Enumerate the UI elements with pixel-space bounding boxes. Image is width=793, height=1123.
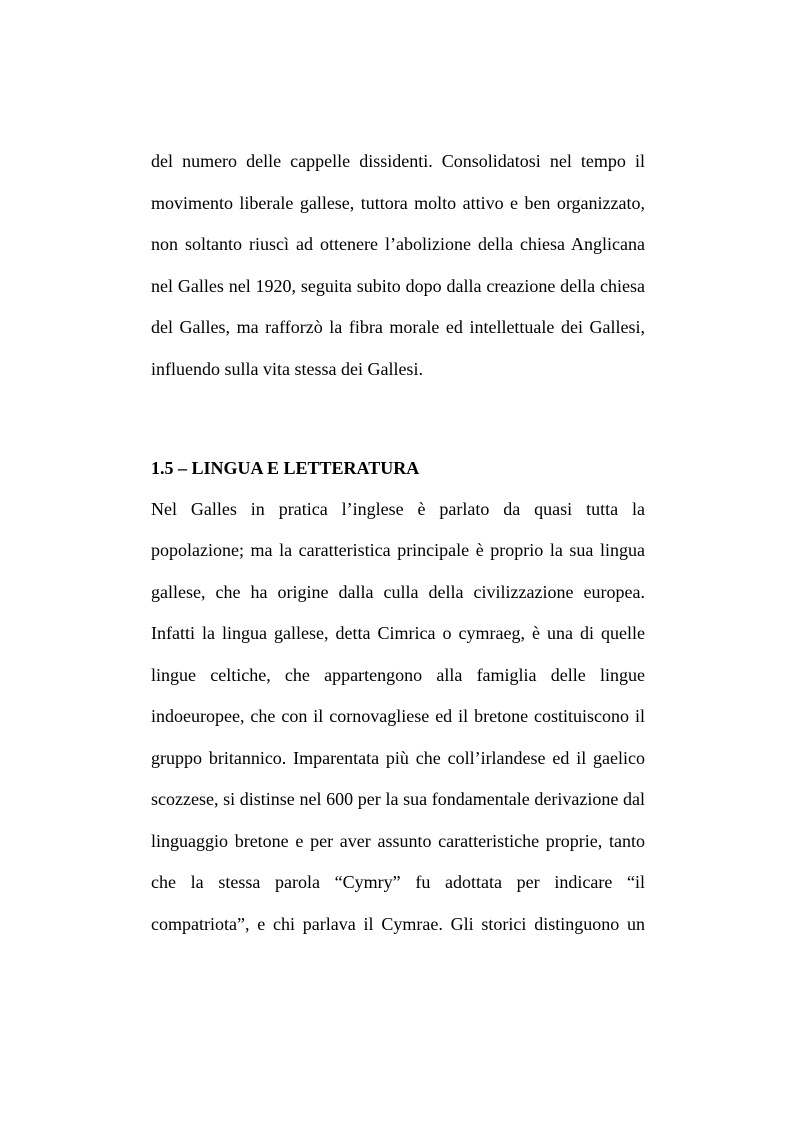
paragraph-2-line-10: che la stessa parola “Cymry” fu adottata per indicare “il (151, 872, 645, 892)
paragraph-2-line-7: gruppo britannico. Imparentata più che coll’irlandese ed il gaelico (151, 748, 645, 768)
paragraph-2-line-6: indoeuropee, che con il cornovagliese ed il bretone costituiscono il (151, 706, 645, 726)
paragraph-2-line-11: compatriota”, e chi parlava il Cymrae. Gli storici distinguono un (151, 914, 645, 934)
paragraph-1-line-3: non soltanto riuscì ad ottenere l’abolizione della chiesa Anglicana (151, 234, 645, 254)
paragraph-2-line-5: lingue celtiche, che appartengono alla famiglia delle lingue (151, 665, 645, 685)
section-heading: 1.5 – LINGUA E LETTERATURA (151, 458, 420, 478)
paragraph-1-line-2: movimento liberale gallese, tuttora molto attivo e ben organizzato, (151, 193, 645, 213)
paragraph-1-line-5: del Galles, ma rafforzò la fibra morale ed intellettuale dei Gallesi, (151, 317, 645, 337)
paragraph-2-line-8: scozzese, si distinse nel 600 per la sua fondamentale derivazione dal (151, 789, 645, 809)
paragraph-2-line-2: popolazione; ma la caratteristica principale è proprio la sua lingua (151, 540, 645, 560)
paragraph-1-line-1: del numero delle cappelle dissidenti. Consolidatosi nel tempo il (151, 151, 645, 171)
paragraph-2-line-3: gallese, che ha origine dalla culla della civilizzazione europea. (151, 582, 645, 602)
paragraph-2-line-9: linguaggio bretone e per aver assunto caratteristiche proprie, tanto (151, 831, 645, 851)
paragraph-1-line-6: influendo sulla vita stessa dei Gallesi. (151, 359, 423, 379)
paragraph-1-line-4: nel Galles nel 1920, seguita subito dopo dalla creazione della chiesa (151, 276, 645, 296)
paragraph-2-line-4: Infatti la lingua gallese, detta Cimrica o cymraeg, è una di quelle (151, 623, 645, 643)
paragraph-2-line-1: Nel Galles in pratica l’inglese è parlato da quasi tutta la (151, 499, 645, 519)
